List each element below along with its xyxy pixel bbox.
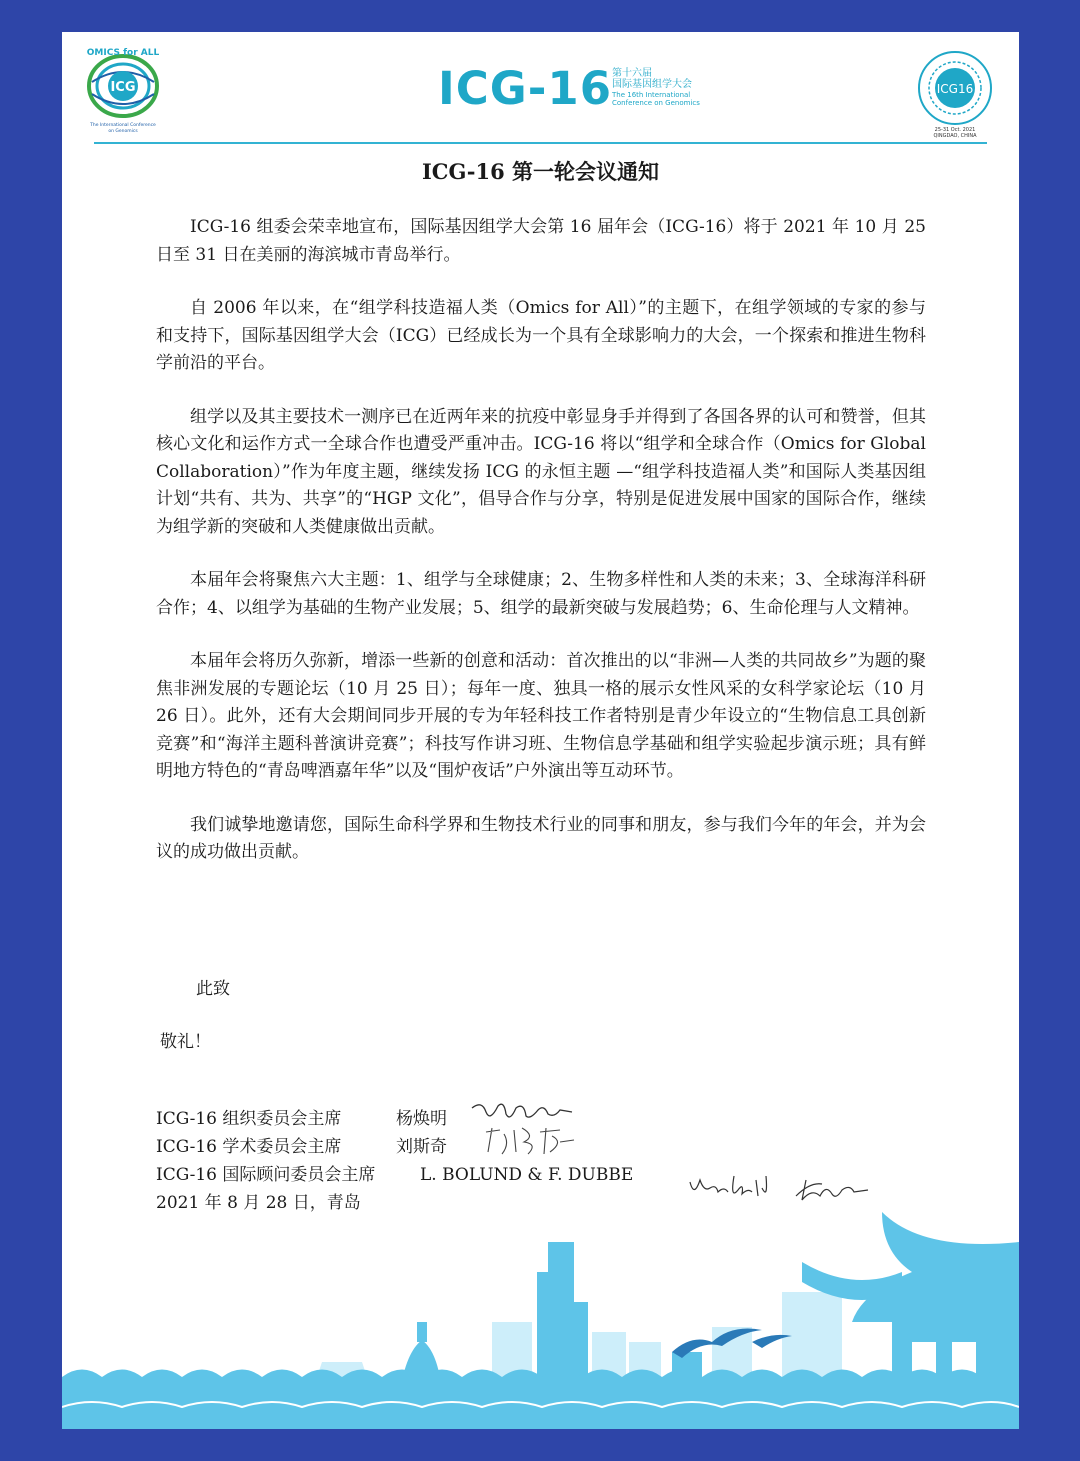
paragraph-2: 自 2006 年以来，在“组学科技造福人类（Omics for All）”的主题下，在组学领域的专家的参与和支持下，国际基因组学大会（ICG）已经成长为一个具有全球影响力的大会，一个探索和推进生物科学前沿的平台。 — [156, 298, 926, 373]
signatory-row — [156, 1161, 633, 1189]
signature-bolund-image — [686, 1170, 776, 1204]
omics-global-collaboration-logo — [910, 46, 1000, 138]
signature-dubbe-image — [792, 1174, 872, 1204]
letter-body — [156, 214, 926, 893]
svg-text:ICG16: ICG16 — [936, 82, 974, 96]
qingdao-skyline-illustration — [62, 1212, 1019, 1429]
signatory-name: 杨焕明 — [396, 1109, 447, 1129]
signature-liu-image — [480, 1124, 580, 1158]
header — [62, 32, 1019, 144]
svg-text:ICG: ICG — [110, 80, 136, 95]
svg-text:The International Conference: The International Conference — [90, 123, 156, 128]
date-place: 2021 年 8 月 28 日，青岛 — [156, 1193, 361, 1213]
signatory-role: ICG-16 组织委员会主席 — [156, 1109, 342, 1129]
signatory-role: ICG-16 国际顾问委员会主席 — [156, 1165, 376, 1185]
svg-text:OMICS for ALL: OMICS for ALL — [86, 48, 160, 58]
page-title: ICG-16 第一轮会议通知 — [421, 159, 660, 184]
paragraph-5: 本届年会将历久弥新，增添一些新的创意和活动：首次推出的以“非洲—人类的共同故乡”为题的聚焦非洲发展的专题论坛（10 月 25 日）；每年一度、独具一格的展示女性风采的女科学家论坛（10 月 26 日）。此外，还有大会期间同步开展的专为年轻科技工作者特别是青少年设立的“生物信息工具创新竞赛”和“海洋主题科普演讲竞赛”；科技写作讲习班、生物信息学基础和组学实验起步演示班；具有鲜明地方特色的“青岛啤酒嘉年华”以及“围炉夜话”户外演出等互动环节。 — [156, 651, 926, 781]
signatory-name: L. BOLUND & F. DUBBE — [420, 1165, 634, 1185]
paragraph-1: ICG-16 组委会荣幸地宣布，国际基因组学大会第 16 届年会（ICG-16）将于 2021 年 10 月 25 日至 31 日在美丽的海滨城市青岛举行。 — [156, 217, 926, 265]
icg16-logo-text: ICG-16 — [438, 62, 613, 115]
signatory-role: ICG-16 学术委员会主席 — [156, 1137, 342, 1157]
header-divider — [94, 142, 987, 144]
icg16-logo-en: The 16th International Conference on Genomics — [612, 91, 700, 107]
omics-for-all-logo — [82, 42, 164, 136]
closing-regards: 敬礼！ — [160, 1032, 211, 1052]
icg16-logo-cn: 第十六届 国际基因组学大会 — [612, 68, 692, 90]
paragraph-4: 本届年会将聚焦六大主题：1、组学与全球健康；2、生物多样性和人类的未来；3、全球海洋科研合作；4、以组学为基础的生物产业发展；5、组学的最新突破与发展趋势；6、生命伦理与人文精神。 — [156, 570, 926, 618]
notice-page — [62, 32, 1019, 1429]
paragraph-3: 组学以及其主要技术一测序已在近两年来的抗疫中彰显身手并得到了各国各界的认可和赞誉，但其核心文化和运作方式一全球合作也遭受严重冲击。ICG-16 将以“组学和全球合作（Omics for Global Collaboration）”作为年度主题，继续发扬 ICG 的永恒主题 —“组学科技造福人类”和国际人类基因组计划“共有、共为、共享”的“HGP 文化”，倡导合作与分享，特别是促进发展中国家的国际合作，继续为组学新的突破和人类健康做出贡献。 — [156, 406, 926, 537]
paragraph-6: 我们诚挚地邀请您，国际生命科学界和生物技术行业的同事和朋友，参与我们今年的年会，并为会议的成功做出贡献。 — [156, 814, 926, 862]
closing-salutation: 此致 — [196, 979, 230, 999]
signatory-name: 刘斯奇 — [396, 1137, 447, 1157]
svg-text:QINGDAO, CHINA: QINGDAO, CHINA — [933, 133, 977, 138]
svg-text:on Genomics: on Genomics — [108, 129, 138, 134]
svg-text:25-31 Oct. 2021: 25-31 Oct. 2021 — [934, 127, 976, 133]
